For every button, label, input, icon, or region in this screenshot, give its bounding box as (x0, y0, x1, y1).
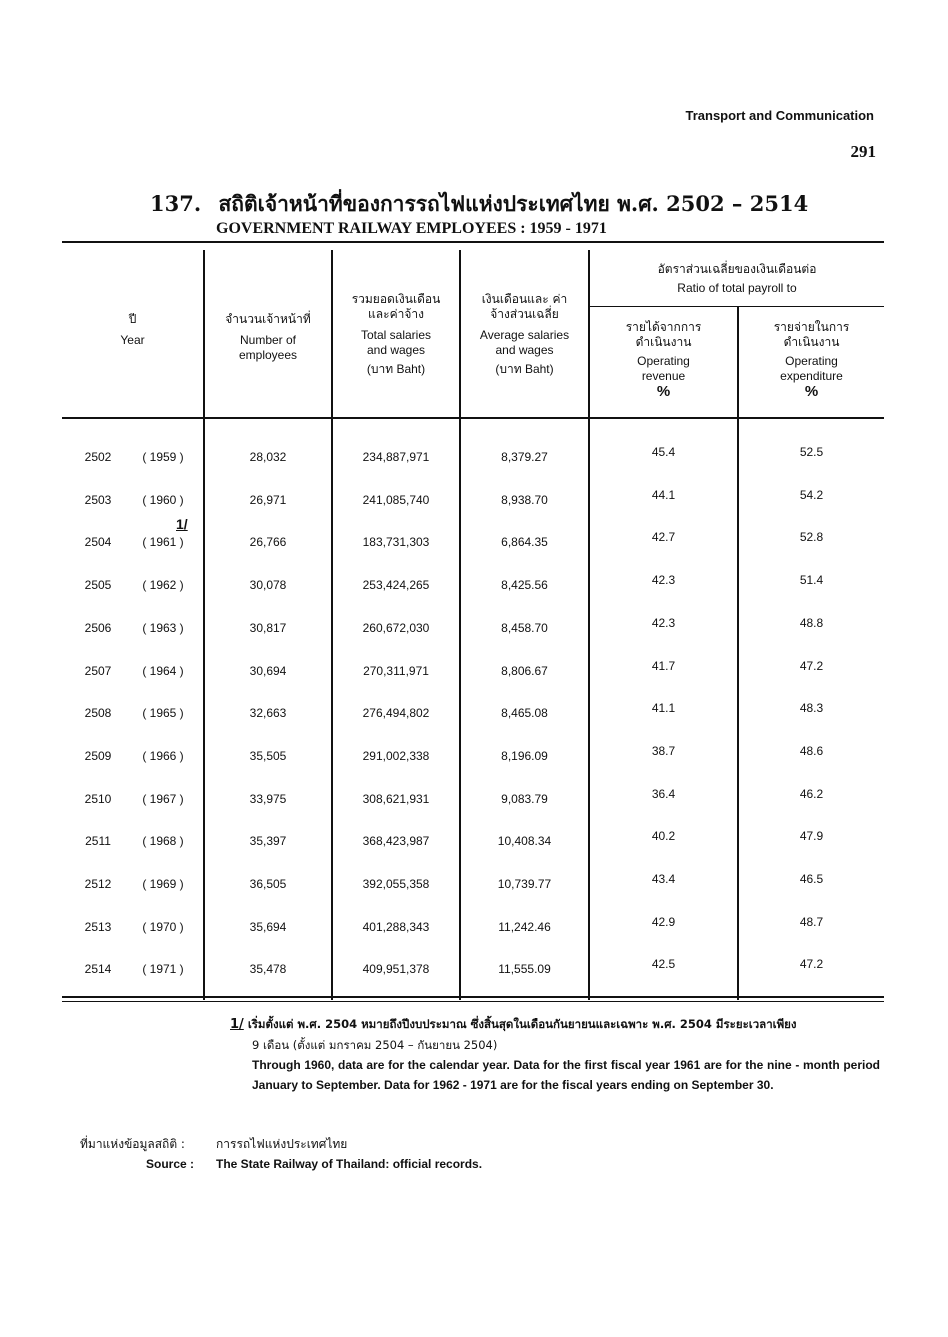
cell-salaries: 183,731,303 (362, 535, 430, 550)
cell-average: 8,425.56 (501, 578, 548, 593)
cell-salaries: 260,672,030 (362, 620, 430, 635)
header-average-unit: (บาท Baht) (495, 362, 554, 376)
cell-average: 6,864.35 (501, 535, 548, 550)
cell-employees: 30,078 (249, 578, 287, 593)
cell-salaries: 234,887,971 (362, 450, 430, 464)
header-ratio (590, 262, 884, 296)
cell-revenue: 44.1 (651, 487, 676, 502)
cell-expenditure: 54.2 (799, 487, 824, 502)
table-title-english: GOVERNMENT RAILWAY EMPLOYEES : 1959 - 1971 (216, 220, 607, 237)
cell-salaries: 241,085,740 (362, 492, 430, 507)
cell-year-ce: ( 1965 ) (142, 706, 184, 721)
cell-expenditure: 51.4 (799, 573, 824, 588)
cell-employees: 36,505 (249, 877, 287, 891)
cell-expenditure: 52.8 (799, 530, 824, 545)
header-average (461, 292, 588, 377)
cell-year-ce: ( 1970 ) (142, 919, 184, 934)
header-bottom-rule (62, 417, 884, 419)
source-value-english: The State Railway of Thailand: official records. (216, 1157, 483, 1171)
cell-employees: 33,975 (249, 791, 287, 806)
header-revenue-english: Operating revenue (637, 354, 690, 383)
cell-average: 11,555.09 (498, 962, 551, 977)
cell-employees: 35,505 (249, 748, 287, 763)
cell-employees: 32,663 (249, 706, 287, 721)
cell-year-ce: ( 1971 ) (142, 962, 184, 977)
footnote-thai-text-1: เริ่มตั้งแต่ พ.ศ. 2504 หมายถึงปีงบประมาณ ซึ่งสิ้นสุดในเดือนกันยายนและเฉพาะ พ.ศ. 2504 มีระยะเวลาเพียง (247, 1017, 797, 1031)
header-salaries-unit: (บาท Baht) (366, 362, 426, 376)
cell-year-ce: ( 1959 ) (142, 450, 184, 464)
cell-salaries: 270,311,971 (363, 663, 429, 678)
cell-year-be: 2510 (84, 791, 112, 806)
header-ratio-thai: อัตราส่วนเฉลี่ยของเงินเดือนต่อ (657, 262, 817, 276)
cell-revenue: 36.4 (651, 786, 676, 801)
cell-salaries: 392,055,358 (362, 877, 430, 891)
cell-year-be: 2511 (85, 834, 111, 849)
cell-revenue: 42.7 (651, 530, 676, 545)
table-number: 137. (150, 191, 202, 216)
cell-salaries: 409,951,378 (362, 962, 430, 977)
cell-average: 8,196.09 (501, 748, 548, 763)
cell-revenue: 40.2 (651, 829, 676, 844)
cell-year-ce: ( 1966 ) (142, 748, 184, 763)
cell-employees: 35,694 (249, 919, 287, 934)
cell-salaries: 291,002,338 (362, 748, 430, 763)
header-year-english: Year (120, 333, 145, 347)
cell-year-ce: ( 1968 ) (142, 834, 184, 849)
cell-year-be: 2502 (84, 450, 112, 464)
source-label-thai: ที่มาแห่งข้อมูลสถิติ : (80, 1137, 185, 1151)
header-salaries-thai: รวมยอดเงินเดือน และค่าจ้าง (351, 292, 441, 321)
header-ratio-english: Ratio of total payroll to (677, 281, 797, 295)
cell-salaries: 401,288,343 (362, 919, 430, 934)
cell-average: 8,806.67 (501, 663, 548, 678)
table-bottom-rule (62, 996, 884, 998)
cell-revenue: 42.5 (651, 957, 676, 972)
header-salaries (333, 292, 459, 377)
cell-employees: 35,397 (249, 834, 287, 849)
cell-year-be: 2504 (84, 535, 112, 550)
footnote (230, 1014, 880, 1095)
header-expenditure-english: Operating expenditure (780, 354, 843, 383)
cell-average: 8,379.27 (501, 450, 548, 464)
cell-salaries: 308,621,931 (362, 791, 430, 806)
cell-expenditure: 47.2 (799, 658, 824, 673)
header-expenditure (739, 320, 884, 399)
cell-year-ce: ( 1967 ) (142, 791, 184, 806)
header-salaries-english: Total salaries and wages (360, 328, 432, 357)
cell-year-ce: ( 1962 ) (142, 578, 184, 593)
cell-revenue: 42.3 (651, 615, 676, 630)
cell-average: 8,938.70 (501, 492, 548, 507)
header-revenue-percent: % (656, 383, 671, 400)
header-employees (205, 312, 331, 363)
cell-revenue: 41.1 (651, 701, 676, 716)
header-average-english: Average salaries and wages (479, 328, 570, 357)
footnote-marker-1961: 1/ (176, 516, 188, 532)
cell-salaries: 253,424,265 (362, 578, 430, 593)
cell-employees: 26,766 (249, 535, 287, 550)
footnote-thai-line2: 9 เดือน (ตั้งแต่ มกราคม 2504 – กันยายน 2504) (252, 1038, 498, 1052)
cell-expenditure: 47.9 (799, 829, 824, 844)
cell-year-be: 2503 (84, 492, 112, 507)
cell-year-ce: ( 1964 ) (142, 663, 184, 678)
cell-revenue: 38.7 (651, 743, 676, 758)
table-bottom-rule-2 (62, 1001, 884, 1002)
source-value-thai: การรถไฟแห่งประเทศไทย (216, 1137, 348, 1151)
header-expenditure-thai: รายจ่ายในการ ดำเนินงาน (773, 320, 850, 349)
cell-expenditure: 47.2 (799, 957, 824, 972)
header-revenue (590, 320, 737, 399)
cell-average: 9,083.79 (501, 791, 548, 806)
header-expenditure-percent: % (804, 383, 819, 400)
footnote-english: Through 1960, data are for the calendar year. Data for the first fiscal year 1961 are for the nine - month period January to September. Data for 1962 - 1971 are for the fiscal years ending on September 30. (252, 1058, 880, 1092)
cell-employees: 28,032 (249, 450, 287, 464)
cell-year-be: 2509 (84, 748, 112, 763)
cell-employees: 30,694 (249, 663, 287, 678)
header-year (62, 312, 203, 348)
cell-expenditure: 48.7 (799, 914, 824, 929)
col-divider-5 (737, 306, 739, 1000)
header-employees-thai: จำนวนเจ้าหน้าที่ (225, 312, 311, 326)
cell-salaries: 276,494,802 (362, 706, 430, 721)
cell-expenditure: 48.8 (799, 615, 824, 630)
cell-year-be: 2513 (84, 919, 112, 934)
section-label: Transport and Communication (685, 108, 874, 123)
cell-average: 10,739.77 (497, 877, 552, 891)
cell-revenue: 42.9 (651, 914, 676, 929)
cell-year-be: 2505 (84, 578, 112, 593)
header-employees-english: Number of employees (238, 333, 298, 362)
cell-expenditure: 48.3 (799, 701, 824, 716)
cell-revenue: 42.3 (651, 573, 676, 588)
footnote-thai-line1 (230, 1014, 880, 1035)
cell-year-ce: ( 1961 ) (142, 535, 184, 550)
cell-year-be: 2506 (84, 620, 112, 635)
source-label-english: Source : (146, 1157, 195, 1171)
cell-average: 8,458.70 (501, 620, 548, 635)
cell-employees: 35,478 (249, 962, 287, 977)
cell-year-ce: ( 1960 ) (142, 492, 184, 507)
header-average-thai: เงินเดือนและ ค่าจ้างส่วนเฉลี่ย (481, 292, 568, 321)
cell-year-be: 2514 (84, 962, 112, 977)
cell-year-be: 2507 (84, 663, 112, 678)
table-title-thai (150, 188, 808, 221)
table-top-rule (62, 241, 884, 243)
cell-expenditure: 48.6 (799, 743, 824, 758)
cell-employees: 26,971 (249, 492, 287, 507)
header-revenue-thai: รายได้จากการ ดำเนินงาน (625, 320, 702, 349)
cell-year-be: 2512 (84, 877, 112, 891)
cell-average: 8,465.08 (501, 706, 548, 721)
cell-revenue: 43.4 (651, 872, 676, 886)
footnote-marker: 1/ (230, 1017, 244, 1032)
cell-average: 11,242.46 (498, 919, 551, 934)
title-thai-text: สถิติเจ้าหน้าที่ของการรถไฟแห่งประเทศไทย พ.ศ. 2502 – 2514 (218, 191, 809, 216)
cell-revenue: 45.4 (651, 445, 676, 459)
cell-year-ce: ( 1969 ) (142, 877, 184, 891)
header-year-thai: ปี (128, 312, 137, 326)
cell-average: 10,408.34 (497, 834, 552, 849)
cell-revenue: 41.7 (651, 658, 676, 673)
cell-salaries: 368,423,987 (362, 834, 430, 849)
cell-year-be: 2508 (84, 706, 112, 721)
page-number: 291 (850, 142, 876, 161)
cell-employees: 30,817 (249, 620, 287, 635)
cell-expenditure: 46.2 (799, 786, 824, 801)
cell-year-ce: ( 1963 ) (142, 620, 184, 635)
cell-expenditure: 52.5 (799, 445, 824, 459)
cell-expenditure: 46.5 (799, 872, 824, 886)
